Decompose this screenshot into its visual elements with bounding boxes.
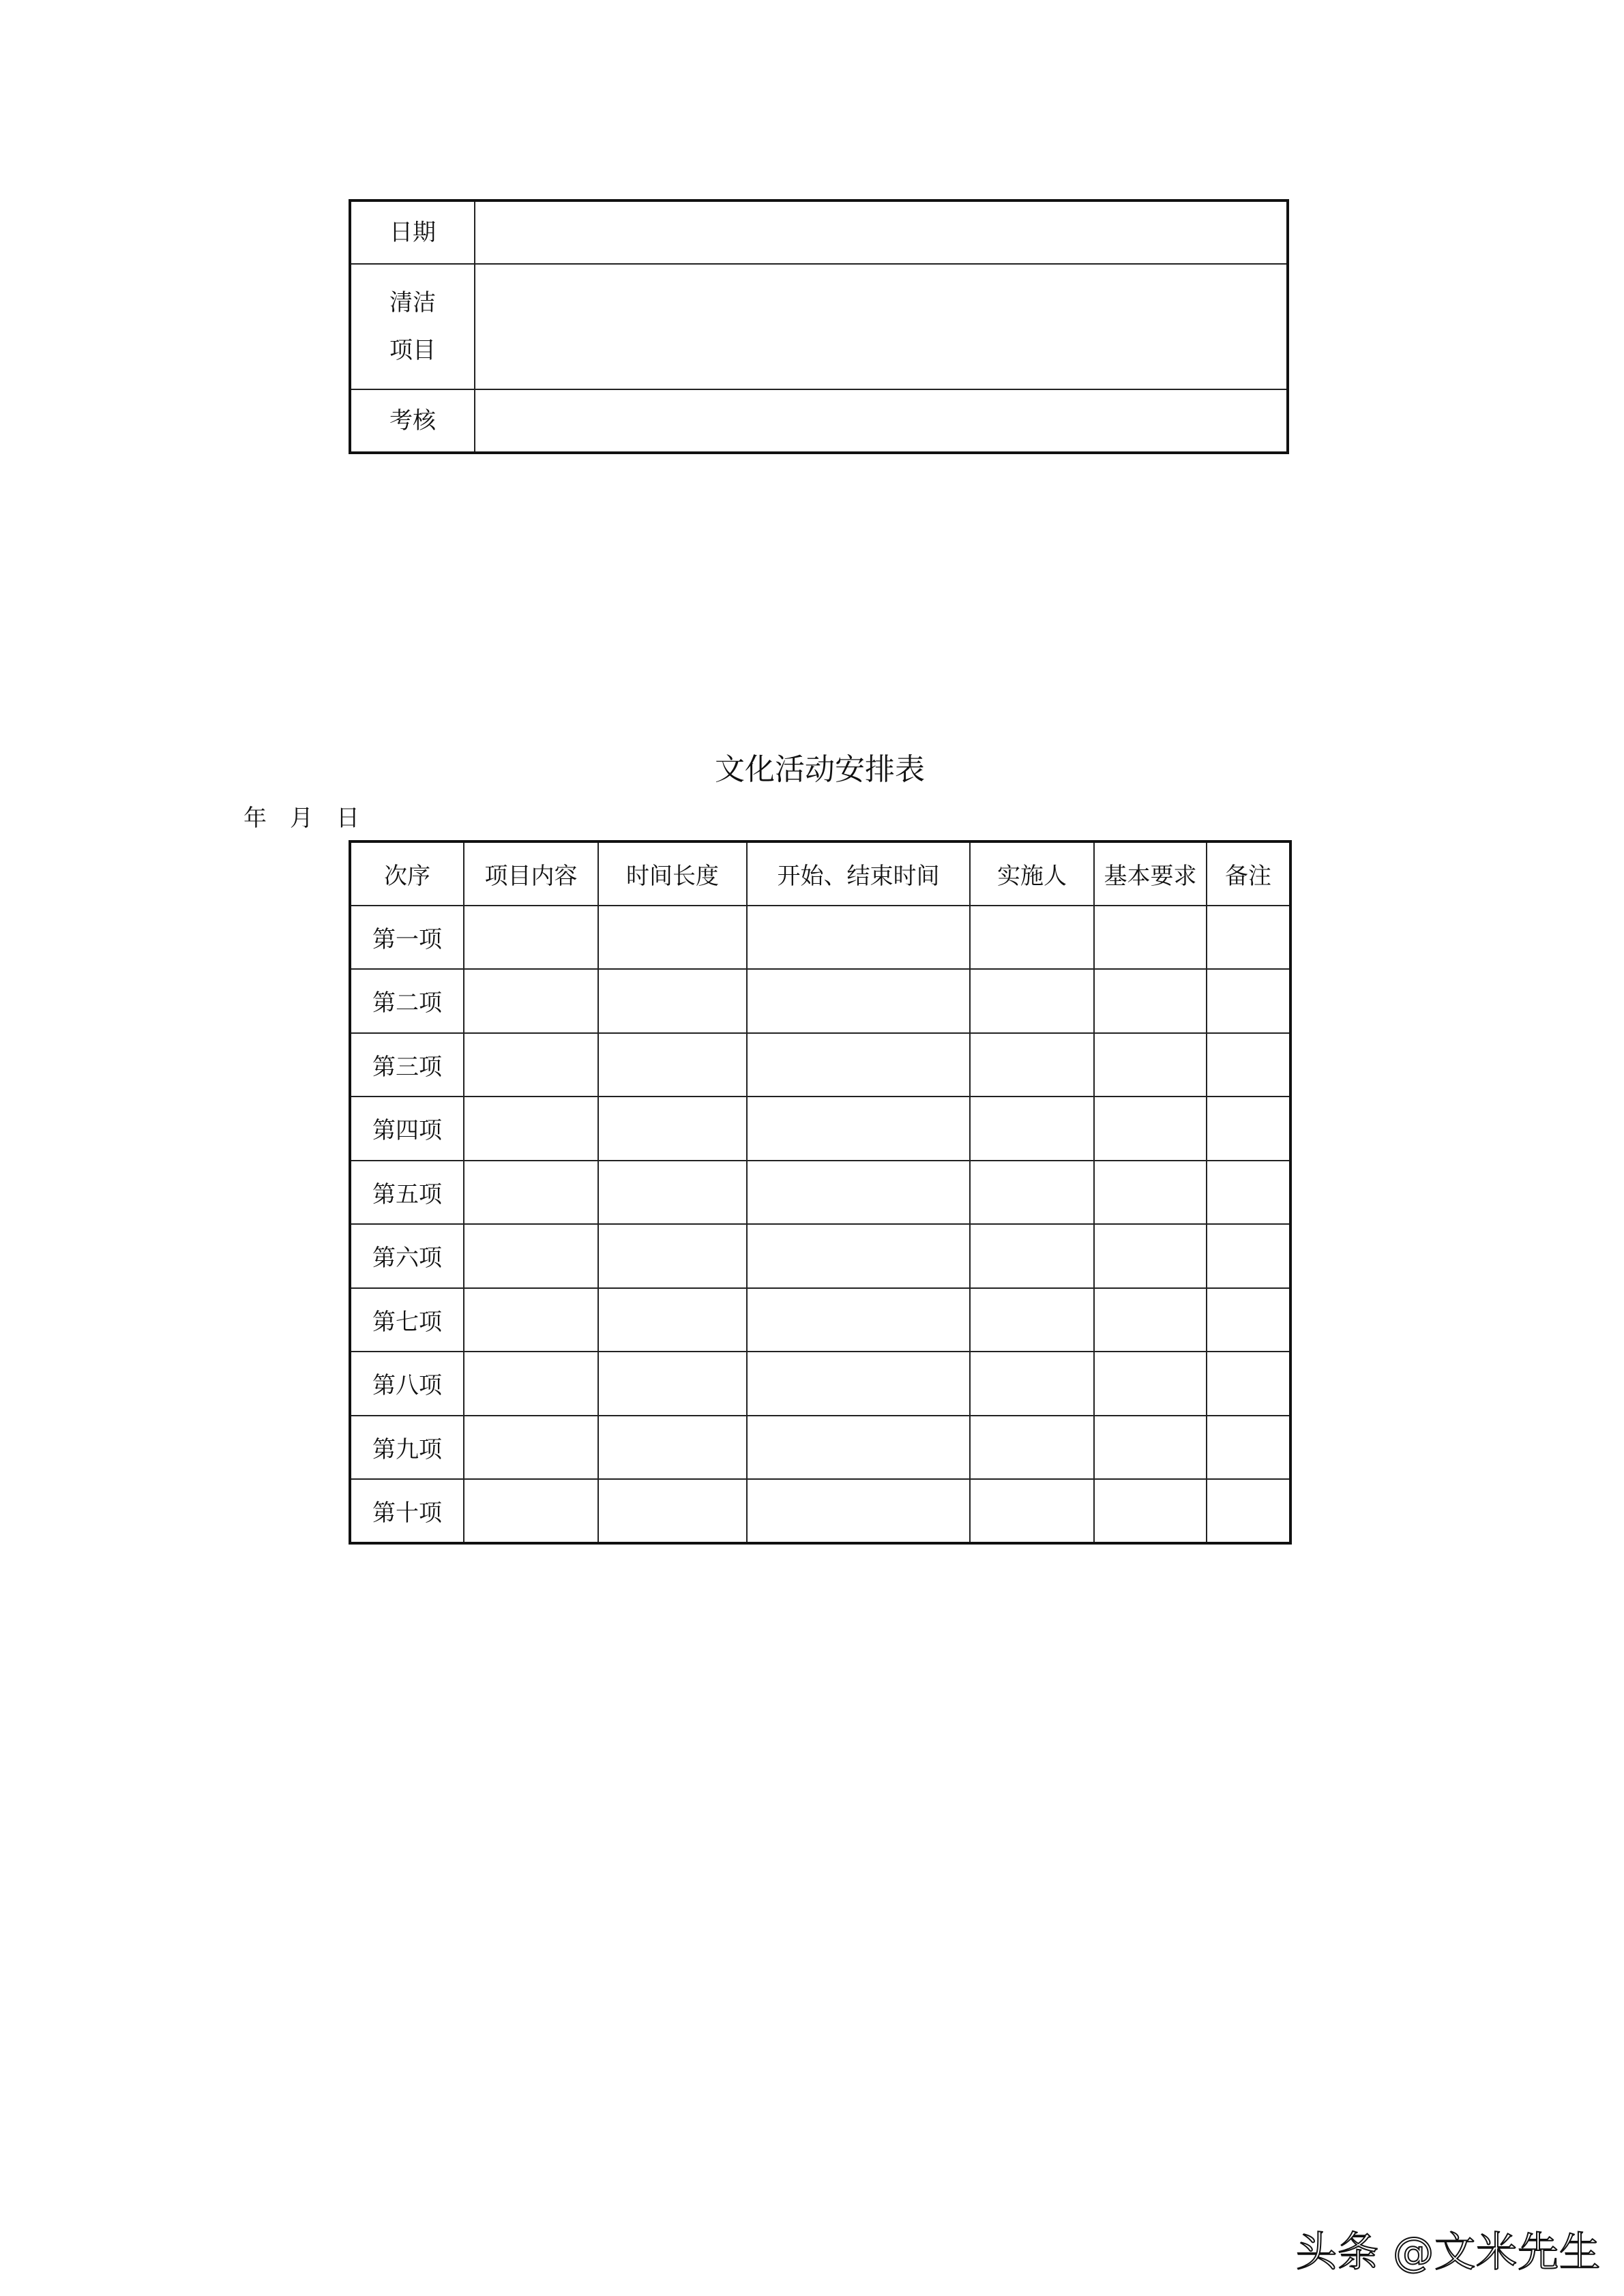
table-cell[interactable] (970, 1416, 1094, 1480)
table-cell[interactable] (747, 1352, 970, 1416)
header-row (350, 841, 1290, 906)
column-header: 备注 (1207, 841, 1290, 906)
table-cell[interactable] (464, 969, 598, 1033)
table-cell[interactable] (747, 969, 970, 1033)
row-label: 第六项 (350, 1224, 464, 1288)
table-cell[interactable] (970, 1479, 1094, 1543)
column-header: 基本要求 (1094, 841, 1207, 906)
row-label: 第九项 (350, 1416, 464, 1480)
table-cell[interactable] (1094, 969, 1207, 1033)
row-label: 第八项 (350, 1352, 464, 1416)
cleaning-info-table (349, 199, 1289, 454)
column-header: 次序 (350, 841, 464, 906)
table-cell[interactable] (747, 1097, 970, 1161)
table-cell[interactable] (970, 906, 1094, 970)
table-cell[interactable] (970, 969, 1094, 1033)
month-label: 月 (290, 805, 313, 832)
table-cell[interactable] (747, 906, 970, 970)
watermark: 头条 @文米先生 (1296, 2228, 1601, 2276)
table-cell[interactable] (1207, 1416, 1290, 1480)
table-cell[interactable] (970, 1352, 1094, 1416)
table-cell[interactable] (747, 1224, 970, 1288)
column-header: 开始、结束时间 (747, 841, 970, 906)
row-label: 第五项 (350, 1161, 464, 1225)
table-row (350, 1352, 1290, 1416)
table-cell[interactable] (970, 1161, 1094, 1225)
table-cell[interactable] (464, 1288, 598, 1352)
table-cell[interactable] (1094, 1161, 1207, 1225)
table-cell[interactable] (1207, 906, 1290, 970)
table-cell[interactable] (464, 1416, 598, 1480)
table-cell[interactable] (598, 906, 747, 970)
table-cell[interactable] (598, 1352, 747, 1416)
table-cell[interactable] (1207, 1288, 1290, 1352)
table-cell[interactable] (747, 1288, 970, 1352)
table-cell[interactable] (1094, 1224, 1207, 1288)
table-row (350, 1033, 1290, 1097)
table-cell[interactable] (1207, 969, 1290, 1033)
table-row (350, 1224, 1290, 1288)
table-cell[interactable] (598, 1033, 747, 1097)
table-row (350, 1479, 1290, 1543)
table-cell[interactable] (747, 1033, 970, 1097)
table-cell[interactable] (598, 1416, 747, 1480)
table-cell[interactable] (464, 1479, 598, 1543)
table-cell[interactable] (598, 1479, 747, 1543)
table-cell[interactable] (464, 906, 598, 970)
table-cell[interactable] (970, 1097, 1094, 1161)
table-cell[interactable] (970, 1224, 1094, 1288)
table-cell[interactable] (1094, 1416, 1207, 1480)
column-header: 项目内容 (464, 841, 598, 906)
table-cell[interactable] (747, 1479, 970, 1543)
table-cell[interactable] (598, 1224, 747, 1288)
table-row (350, 1416, 1290, 1480)
table-cell[interactable] (1094, 1097, 1207, 1161)
table-row (350, 906, 1290, 970)
table-cell[interactable] (464, 1033, 598, 1097)
assessment-cell[interactable] (475, 389, 1288, 453)
row-label-date: 日期 (350, 200, 475, 264)
table-row (350, 969, 1290, 1033)
table-cell[interactable] (464, 1224, 598, 1288)
table-cell[interactable] (970, 1033, 1094, 1097)
table-cell[interactable] (598, 1097, 747, 1161)
table-cell[interactable] (1207, 1097, 1290, 1161)
date-line (243, 799, 383, 833)
table-cell[interactable] (464, 1352, 598, 1416)
day-label: 日 (336, 805, 359, 832)
table-cell[interactable] (598, 969, 747, 1033)
table-cell[interactable] (1207, 1352, 1290, 1416)
row-label-assessment: 考核 (350, 389, 475, 453)
table-cell[interactable] (1207, 1161, 1290, 1225)
row-label-cleaning-items (350, 264, 475, 389)
table-cell[interactable] (598, 1161, 747, 1225)
row-label: 第七项 (350, 1288, 464, 1352)
table-cell[interactable] (1094, 1288, 1207, 1352)
table-cell[interactable] (1094, 1352, 1207, 1416)
label-line: 清洁 (389, 289, 436, 316)
table-row (350, 1097, 1290, 1161)
table-cell[interactable] (464, 1161, 598, 1225)
table-cell[interactable] (464, 1097, 598, 1161)
table-cell[interactable] (1094, 1033, 1207, 1097)
cleaning-items-cell[interactable] (475, 264, 1288, 389)
table-cell[interactable] (598, 1288, 747, 1352)
row-label: 第三项 (350, 1033, 464, 1097)
label-line: 项目 (389, 337, 436, 364)
table-row (350, 1288, 1290, 1352)
table-cell[interactable] (1207, 1224, 1290, 1288)
row-label: 第二项 (350, 969, 464, 1033)
table-cell[interactable] (1094, 1479, 1207, 1543)
row-label: 第四项 (350, 1097, 464, 1161)
row-label: 第十项 (350, 1479, 464, 1543)
table-cell[interactable] (1094, 906, 1207, 970)
table-row (350, 1161, 1290, 1225)
table-cell[interactable] (747, 1416, 970, 1480)
row-label: 第一项 (350, 906, 464, 970)
table-cell[interactable] (1207, 1479, 1290, 1543)
column-header: 时间长度 (598, 841, 747, 906)
column-header: 实施人 (970, 841, 1094, 906)
year-label: 年 (243, 805, 267, 832)
activity-schedule-table (349, 840, 1292, 1545)
page-title: 文化活动安排表 (715, 752, 925, 787)
date-cell[interactable] (475, 200, 1288, 264)
table-cell[interactable] (970, 1288, 1094, 1352)
table-cell[interactable] (747, 1161, 970, 1225)
table-cell[interactable] (1207, 1033, 1290, 1097)
